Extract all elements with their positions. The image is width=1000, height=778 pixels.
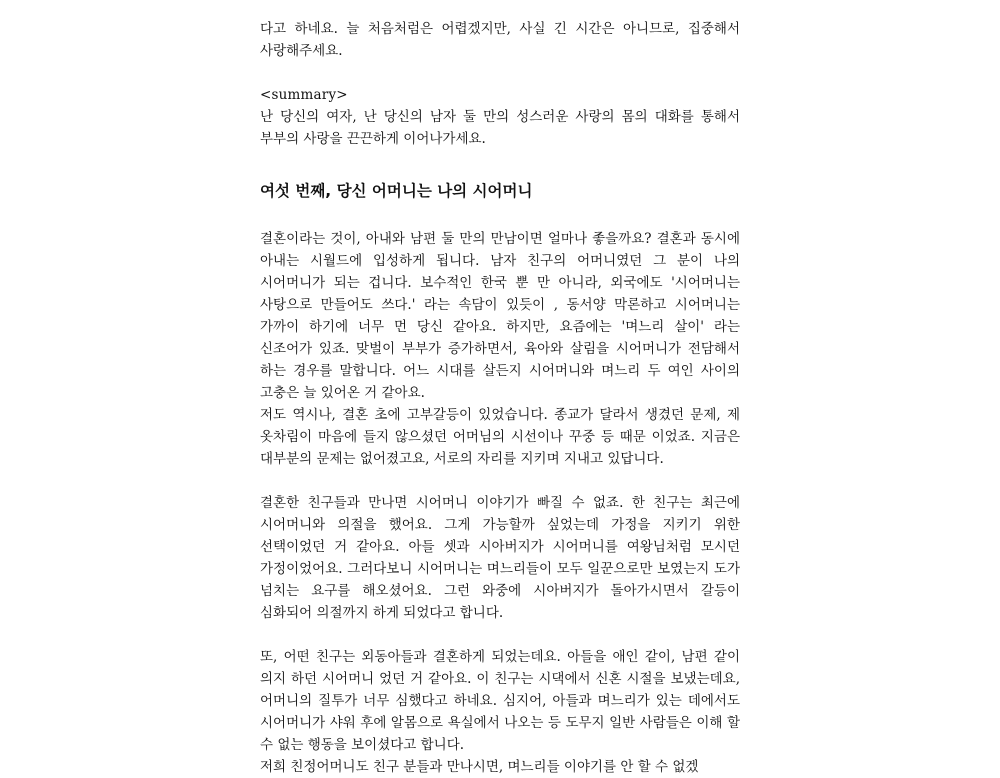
summary-tag: <summary>: [260, 87, 348, 103]
summary-text: 난 당신의 여자, 난 당신의 남자 둘 만의 성스러운 사랑의 몸의 대화를 통해서 부부의 사랑을 끈끈하게 이어나가세요.: [260, 109, 740, 147]
paragraph-gap: [260, 624, 740, 646]
body-paragraph-5: 저희 친정어머니도 친구 분들과 만나시면, 며느리들 이야기를 안 할 수 없겠: [260, 759, 699, 775]
body-paragraph-4: 또, 어떤 친구는 외동아들과 결혼하게 되었는데요. 아들을 애인 같이, 남편 같이 의지 하던 시어머니 었던 거 같아요. 이 친구는 시댁에서 신혼 시절을 보냈는데요, 어머니의 질투가 너무 심했다고 하네요. 심지어, 아들과 며느리가 있는 데에서도 시어머니가 샤워 후에 알몸으로 욕실에서 나오는 등 도무지 일반 사람들은 이해 할 수 없는 행동을 보이셨다고 합니다.: [260, 649, 740, 753]
body-paragraph-2: 저도 역시나, 결혼 초에 고부갈등이 있었습니다. 종교가 달라서 생겼던 문제, 제 옷차림이 마음에 들지 않으셨던 어머님의 시선이나 꾸중 등 때문 이었죠. 지금은 대부분의 문제는 없어졌고요, 서로의 자리를 지키며 지내고 있답니다.: [260, 407, 740, 467]
body-paragraph-3: 결혼한 친구들과 만나면 시어머니 이야기가 빠질 수 없죠. 한 친구는 최근에 시어머니와 의절을 했어요. 그게 가능할까 싶었는데 가정을 지키기 위한 선택이었던 거 같아요. 아들 셋과 시아버지가 시어머니를 여왕님처럼 모시던 가정이었어요. 그러다보니 시어머니는 며느리들이 모두 일꾼으로만 보였는지 도가 넘치는 요구를 해오셨어요. 그런 와중에 시아버지가 돌아가시면서 갈등이 심화되어 의절까지 하게 되었다고 합니다.: [260, 495, 740, 621]
intro-paragraph: 다고 하네요. 늘 처음처럼은 어렵겠지만, 사실 긴 시간은 아니므로, 집중해서 사랑해주세요.: [260, 21, 740, 59]
section-heading: 여섯 번째, 당신 어머니는 나의 시어머니: [260, 182, 533, 200]
paragraph-gap: [260, 470, 740, 492]
body-paragraph-1: 결혼이라는 것이, 아내와 남편 둘 만의 만남이면 얼마나 좋을까요? 결혼과 동시에 아내는 시월드에 입성하게 됩니다. 남자 친구의 어머니였던 그 분이 나의 시어머니가 되는 겁니다. 보수적인 한국 뿐 만 아니라, 외국에도 '시어머니는 사탕으로 만들어도 쓰다.' 라는 속담이 있듯이 , 동서양 막론하고 시어머니는 가까이 하기에 너무 먼 당신 같아요. 하지만, 요즘에는 '며느리 살이' 라는 신조어가 있죠. 맞벌이 부부가 증가하면서, 육아와 살림을 시어머니가 전담해서 하는 경우를 말합니다. 어느 시대를 살든지 시어머니와 며느리 두 여인 사이의 고충은 늘 있어온 거 같아요.: [260, 231, 740, 401]
document-page: [260, 18, 740, 778]
paragraph-gap: [260, 62, 740, 84]
